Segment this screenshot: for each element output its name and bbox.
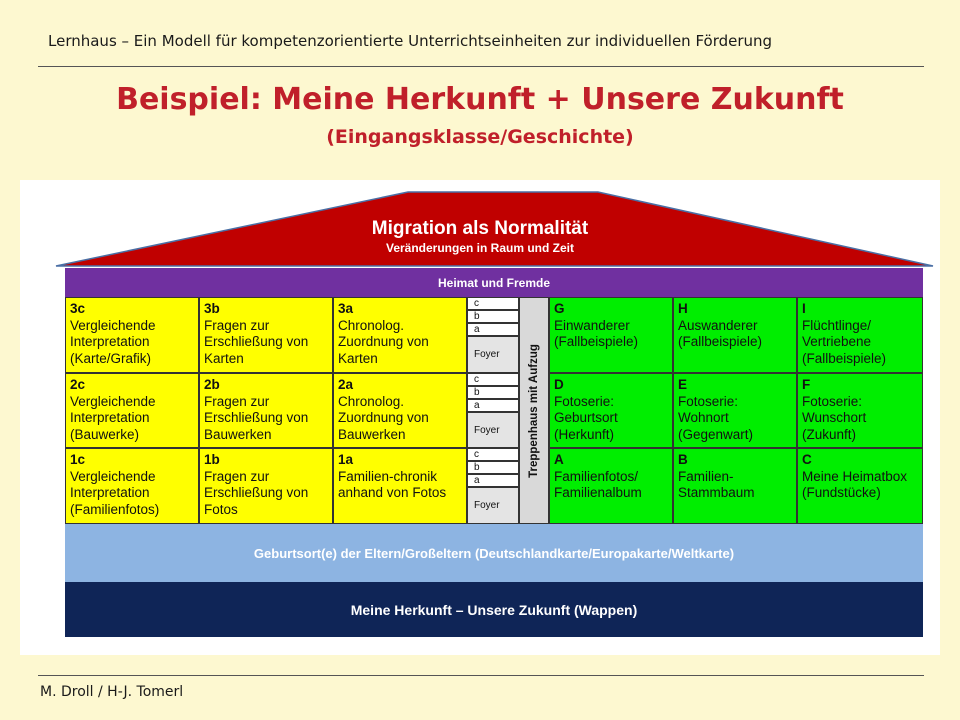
mini-room-c: c — [467, 297, 519, 310]
room-1b — [199, 448, 333, 524]
stairwell — [519, 297, 549, 524]
foyer: Foyer — [467, 487, 519, 524]
room-code: 2b — [204, 377, 220, 392]
room-code: E — [678, 377, 688, 392]
room-code: 2a — [338, 377, 354, 392]
room-E — [673, 373, 797, 448]
room-code: 3c — [70, 301, 86, 316]
mini-room-a: a — [467, 399, 519, 412]
room-code: C — [802, 452, 812, 467]
room-code: D — [554, 377, 564, 392]
room-code: 3a — [338, 301, 354, 316]
stairwell-label: Treppenhaus mit Aufzug — [528, 343, 540, 478]
room-code: I — [802, 301, 806, 316]
mini-room-b: b — [467, 461, 519, 474]
room-text: Fragen zur Erschließung von Fotos — [204, 468, 309, 517]
page-subtitle: (Eingangsklasse/Geschichte) — [326, 126, 634, 148]
room-F — [797, 373, 923, 448]
room-text: Fragen zur Erschließung von Karten — [204, 317, 309, 366]
foyer: Foyer — [467, 412, 519, 448]
room-text: Flüchtlinge/ Vertriebene (Fallbeispiele) — [802, 317, 887, 366]
room-code: B — [678, 452, 688, 467]
room-I — [797, 297, 923, 373]
room-text: Fotoserie: Wunschort (Zukunft) — [802, 393, 867, 442]
room-text: Familien-chronik anhand von Fotos — [338, 468, 447, 500]
room-text: Auswanderer (Fallbeispiele) — [678, 317, 763, 349]
room-3c — [65, 297, 199, 373]
header-text: Lernhaus – Ein Modell für kompetenzorientierte Unterrichtseinheiten zur individuellen Förderung — [48, 32, 773, 50]
mini-room-b: b — [467, 310, 519, 323]
room-3a — [333, 297, 467, 373]
band-geburtsort: Geburtsort(e) der Eltern/Großeltern (Deutschlandkarte/Europakarte/Weltkarte) — [65, 524, 923, 582]
foyer: Foyer — [467, 336, 519, 373]
room-D — [549, 373, 673, 448]
room-code: H — [678, 301, 688, 316]
room-code: A — [554, 452, 564, 467]
room-1a — [333, 448, 467, 524]
room-text: Chronolog. Zuordnung von Bauwerken — [338, 393, 429, 442]
room-code: 1c — [70, 452, 86, 467]
room-text: Meine Heimatbox (Fundstücke) — [802, 468, 908, 500]
room-text: Einwanderer (Fallbeispiele) — [554, 317, 639, 349]
room-2a — [333, 373, 467, 448]
room-code: 3b — [204, 301, 220, 316]
room-1c — [65, 448, 199, 524]
room-H — [673, 297, 797, 373]
mini-room-c: c — [467, 373, 519, 386]
room-C — [797, 448, 923, 524]
room-code: G — [554, 301, 565, 316]
room-code: 1b — [204, 452, 220, 467]
room-B — [673, 448, 797, 524]
room-2c — [65, 373, 199, 448]
roof-subtitle: Veränderungen in Raum und Zeit — [385, 241, 575, 255]
room-2b — [199, 373, 333, 448]
footer-divider — [38, 675, 924, 676]
room-code: 1a — [338, 452, 354, 467]
band-heimat: Heimat und Fremde — [65, 268, 923, 297]
band-herkunft: Meine Herkunft – Unsere Zukunft (Wappen) — [65, 582, 923, 637]
mini-room-a: a — [467, 323, 519, 336]
room-text: Familienfotos/ Familienalbum — [554, 468, 642, 500]
room-3b — [199, 297, 333, 373]
mini-room-c: c — [467, 448, 519, 461]
room-G — [549, 297, 673, 373]
mini-room-b: b — [467, 386, 519, 399]
mini-room-a: a — [467, 474, 519, 487]
page-title: Beispiel: Meine Herkunft + Unsere Zukunft — [116, 82, 844, 117]
room-text: Chronolog. Zuordnung von Karten — [338, 317, 429, 366]
room-text: Fragen zur Erschließung von Bauwerken — [204, 393, 309, 442]
footer-text: M. Droll / H-J. Tomerl — [40, 684, 184, 700]
room-text: Vergleichende Interpretation (Bauwerke) — [70, 393, 156, 442]
room-code: 2c — [70, 377, 86, 392]
room-text: Fotoserie: Wohnort (Gegenwart) — [678, 393, 754, 442]
room-text: Fotoserie: Geburtsort (Herkunft) — [554, 393, 618, 442]
roof-title: Migration als Normalität — [371, 218, 589, 239]
room-code: F — [802, 377, 811, 392]
room-text: Vergleichende Interpretation (Familienfotos) — [70, 468, 160, 517]
room-text: Familien- Stammbaum — [678, 468, 755, 500]
room-A — [549, 448, 673, 524]
room-text: Vergleichende Interpretation (Karte/Grafik) — [70, 317, 156, 366]
